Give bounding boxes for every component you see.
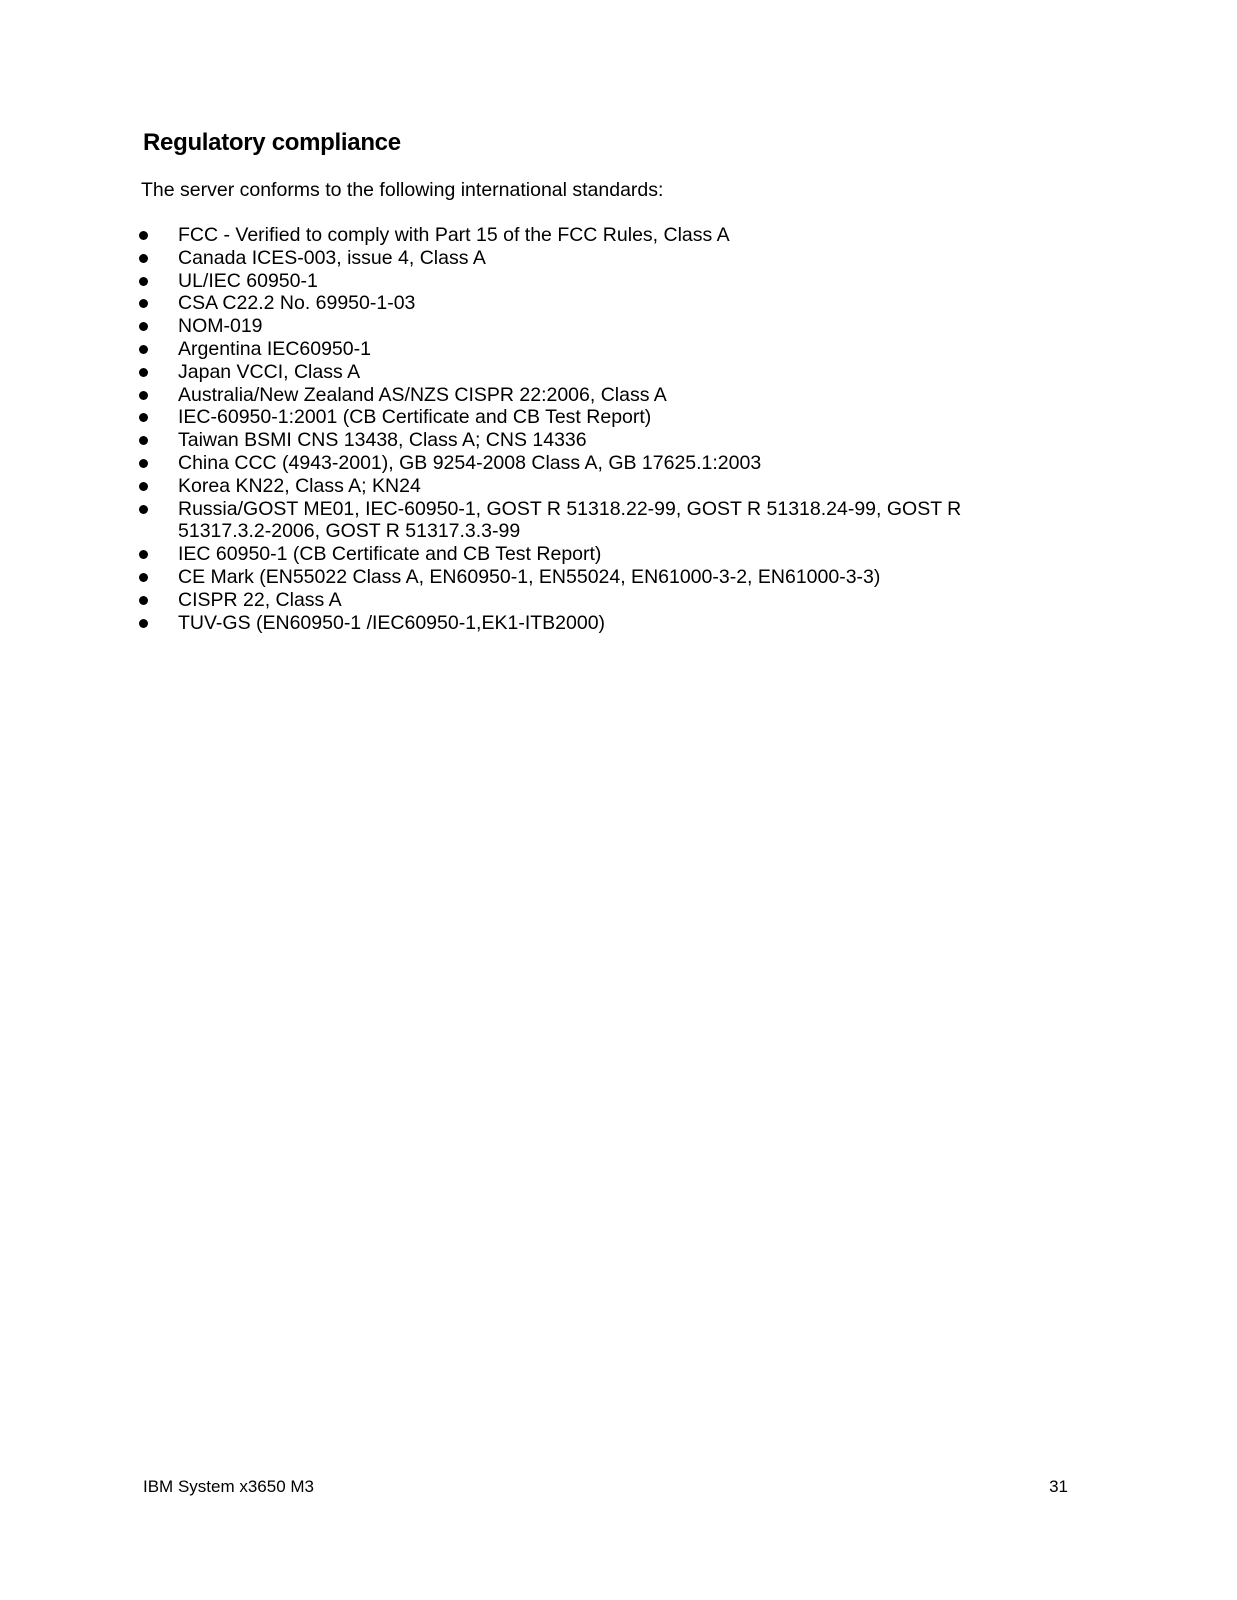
list-item-text: TUV-GS (EN60950-1 /IEC60950-1,EK1-ITB2000) bbox=[178, 611, 606, 634]
footer-product-name: IBM System x3650 M3 bbox=[143, 1477, 315, 1496]
list-item bbox=[139, 224, 1019, 247]
list-item bbox=[139, 338, 1019, 361]
list-item-text: China CCC (4943-2001), GB 9254-2008 Class A, GB 17625.1:2003 bbox=[178, 451, 762, 474]
list-item bbox=[139, 498, 1019, 544]
list-item bbox=[139, 429, 1019, 452]
intro-text: The server conforms to the following international standards: bbox=[141, 179, 664, 201]
list-item bbox=[139, 543, 1019, 566]
list-item-text: Australia/New Zealand AS/NZS CISPR 22:2006, Class A bbox=[178, 383, 667, 406]
list-item bbox=[139, 406, 1019, 429]
list-item-text: Taiwan BSMI CNS 13438, Class A; CNS 14336 bbox=[178, 429, 587, 452]
page-title: Regulatory compliance bbox=[143, 129, 401, 156]
footer-page-number: 31 bbox=[1049, 1477, 1068, 1496]
bullet-icon bbox=[139, 482, 148, 491]
list-item-text: FCC - Verified to comply with Part 15 of the FCC Rules, Class A bbox=[178, 224, 730, 246]
list-item-text: CE Mark (EN55022 Class A, EN60950-1, EN55024, EN61000-3-2, EN61000-3-3) bbox=[178, 565, 881, 588]
bullet-icon bbox=[139, 459, 148, 468]
list-item-text: Canada ICES-003, issue 4, Class A bbox=[178, 246, 486, 269]
bullet-icon bbox=[139, 573, 148, 582]
list-item-text: UL/IEC 60950-1 bbox=[178, 269, 318, 292]
list-item bbox=[139, 384, 1019, 407]
list-item bbox=[139, 452, 1019, 475]
list-item bbox=[139, 270, 1019, 293]
bullet-icon bbox=[139, 299, 148, 308]
list-item bbox=[139, 292, 1019, 315]
list-item-text: CISPR 22, Class A bbox=[178, 588, 342, 611]
bullet-icon bbox=[139, 277, 148, 286]
bullet-icon bbox=[139, 368, 148, 377]
list-item-text: Argentina IEC60950-1 bbox=[178, 337, 371, 360]
list-item-text: IEC 60950-1 (CB Certificate and CB Test Report) bbox=[178, 543, 602, 566]
bullet-icon bbox=[139, 345, 148, 354]
bullet-icon bbox=[139, 596, 148, 605]
list-item-text: Japan VCCI, Class A bbox=[178, 360, 361, 383]
list-item bbox=[139, 361, 1019, 384]
bullet-icon bbox=[139, 550, 148, 559]
bullet-icon bbox=[139, 619, 148, 628]
bullet-icon bbox=[139, 254, 148, 263]
bullet-icon bbox=[139, 505, 148, 514]
list-item-text: CSA C22.2 No. 69950-1-03 bbox=[178, 292, 416, 315]
bullet-icon bbox=[139, 436, 148, 445]
bullet-icon bbox=[139, 231, 148, 240]
bullet-icon bbox=[139, 413, 148, 422]
list-item bbox=[139, 566, 1019, 589]
bullet-icon bbox=[139, 391, 148, 400]
list-item-text: IEC-60950-1:2001 (CB Certificate and CB Test Report) bbox=[178, 406, 652, 429]
list-item bbox=[139, 475, 1019, 498]
list-item bbox=[139, 589, 1019, 612]
list-item-text: Russia/GOST ME01, IEC-60950-1, GOST R 51318.22-99, GOST R 51318.24-99, GOST R 51317.3.2-2006, GOST R 51317.3.3-99 bbox=[178, 497, 962, 543]
list-item bbox=[139, 612, 1019, 635]
list-item bbox=[139, 247, 1019, 270]
standards-list bbox=[139, 224, 1019, 634]
list-item bbox=[139, 315, 1019, 338]
list-item-text: Korea KN22, Class A; KN24 bbox=[178, 474, 421, 497]
bullet-icon bbox=[139, 322, 148, 331]
list-item-text: NOM-019 bbox=[178, 315, 263, 338]
